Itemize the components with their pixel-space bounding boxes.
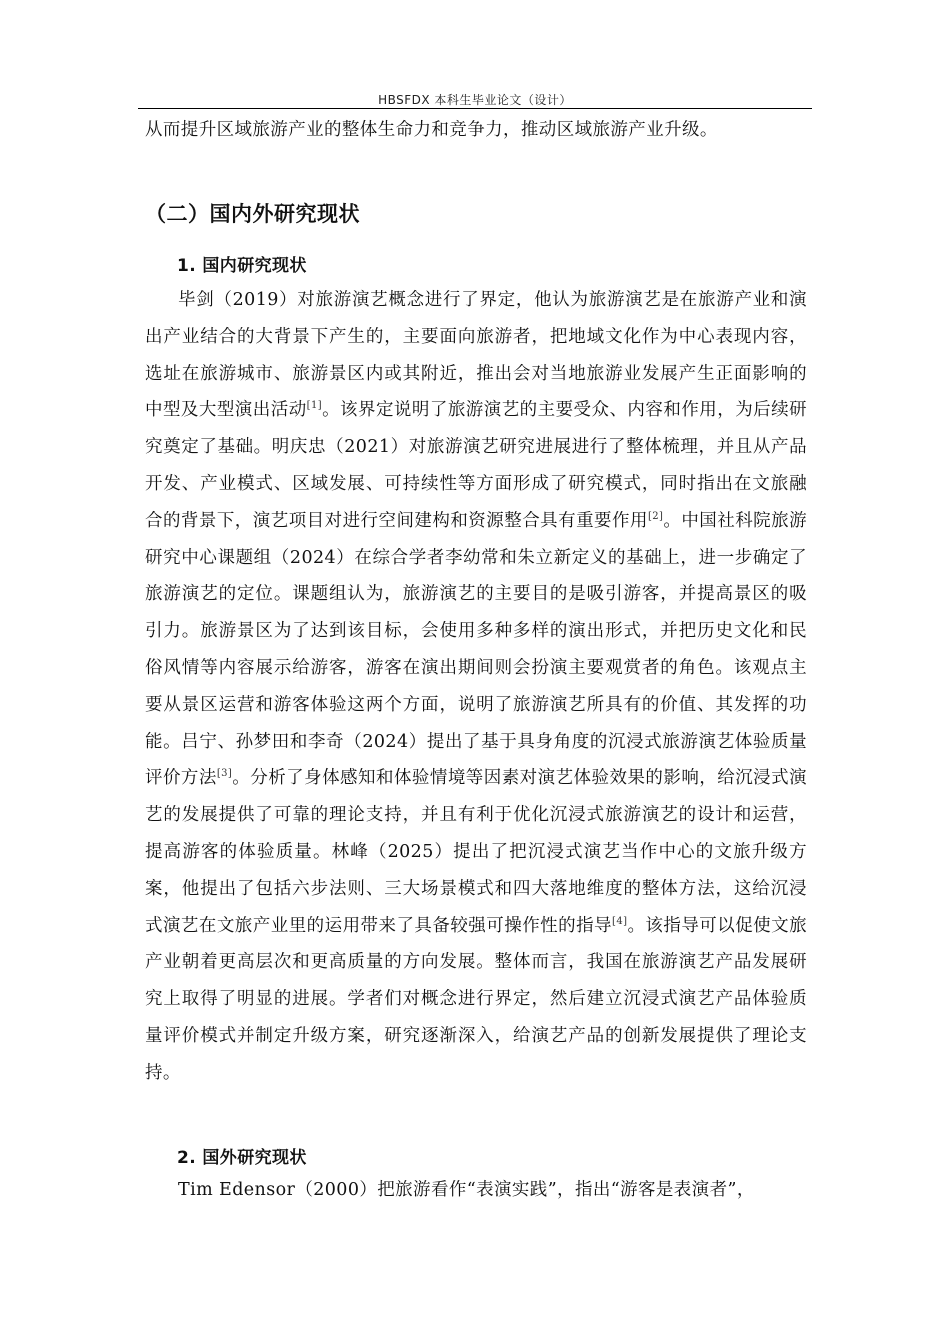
citation-2[interactable]: [2] <box>647 510 664 522</box>
paragraph-segment: 。分析了身体感知和体验情境等因素对演艺体验效果的影响，给沉浸式演艺的发展提供了可靠的理论支持，并且有利于优化沉浸式旅游演艺的设计和运营，提高游客的体验质量。林峰（2025）提出了把沉浸式演艺当作中心的文旅升级方案，他提出了包括六步法则、三大场景模式和四大落地维度的整体方法，这给沉浸式演艺在文旅产业里的运用带来了具备较强可操作性的指导 <box>145 768 807 936</box>
running-header: HBSFDX 本科生毕业论文（设计） <box>378 93 572 107</box>
intro-paragraph: 从而提升区域旅游产业的整体生命力和竞争力，推动区域旅游产业升级。 <box>145 120 718 140</box>
paragraph-segment: 。该界定说明了旅游演艺的主要受众、内容和作用，为后续研究奠定了基础。明庆忠（2021）对旅游演艺研究进展进行了整体梳理，并且从产品开发、产业模式、区域发展、可持续性等方面形成了研究模式，同时指出在文旅融合的背景下，演艺项目对进行空间建构和资源整合具有重要作用 <box>145 400 807 531</box>
header-rule <box>138 108 812 109</box>
paragraph-segment: 毕剑（2019）对旅游演艺概念进行了界定，他认为旅游演艺是在旅游产业和演出产业结合的大背景下产生的，主要面向旅游者，把地域文化作为中心表现内容，选址在旅游城市、旅游景区内或其附近，推出会对当地旅游业发展产生正面影响的中型及大型演出活动 <box>145 290 807 421</box>
citation-3[interactable]: [3] <box>216 768 233 780</box>
paragraph-segment: 。中国社科院旅游研究中心课题组（2024）在综合学者李幼常和朱立新定义的基础上，进一步确定了旅游演艺的定位。课题组认为，旅游演艺的主要目的是吸引游客，并提高景区的吸引力。旅游景区为了达到该目标，会使用多种多样的演出形式，并把历史文化和民俗风情等内容展示给游客，游客在演出期间则会扮演主要观赏者的角色。该观点主要从景区运营和游客体验这两个方面，说明了旅游演艺所具有的价值、其发挥的功能。吕宁、孙梦田和李奇（2024）提出了基于具身角度的沉浸式旅游演艺体验质量评价方法 <box>145 510 808 789</box>
paragraph-segment: 。该指导可以促使文旅产业朝着更高层次和更高质量的方向发展。整体而言，我国在旅游演艺产品发展研究上取得了明显的进展。学者们对概念进行界定，然后建立沉浸式演艺产品体验质量评价模式并制定升级方案，研究逐渐深入，给演艺产品的创新发展提供了理论支持。 <box>145 915 808 1083</box>
citation-4[interactable]: [4] <box>612 915 628 927</box>
paragraph-foreign: Tim Edensor（2000）把旅游看作“表演实践”，指出“游客是表演者”， <box>178 1180 755 1200</box>
subheading-foreign: 2. 国外研究现状 <box>177 1148 307 1168</box>
paragraph-domestic <box>145 282 807 1092</box>
citation-1[interactable]: [1] <box>306 400 323 412</box>
section-heading: （二）国内外研究现状 <box>145 202 360 226</box>
subheading-domestic: 1. 国内研究现状 <box>177 256 307 276</box>
